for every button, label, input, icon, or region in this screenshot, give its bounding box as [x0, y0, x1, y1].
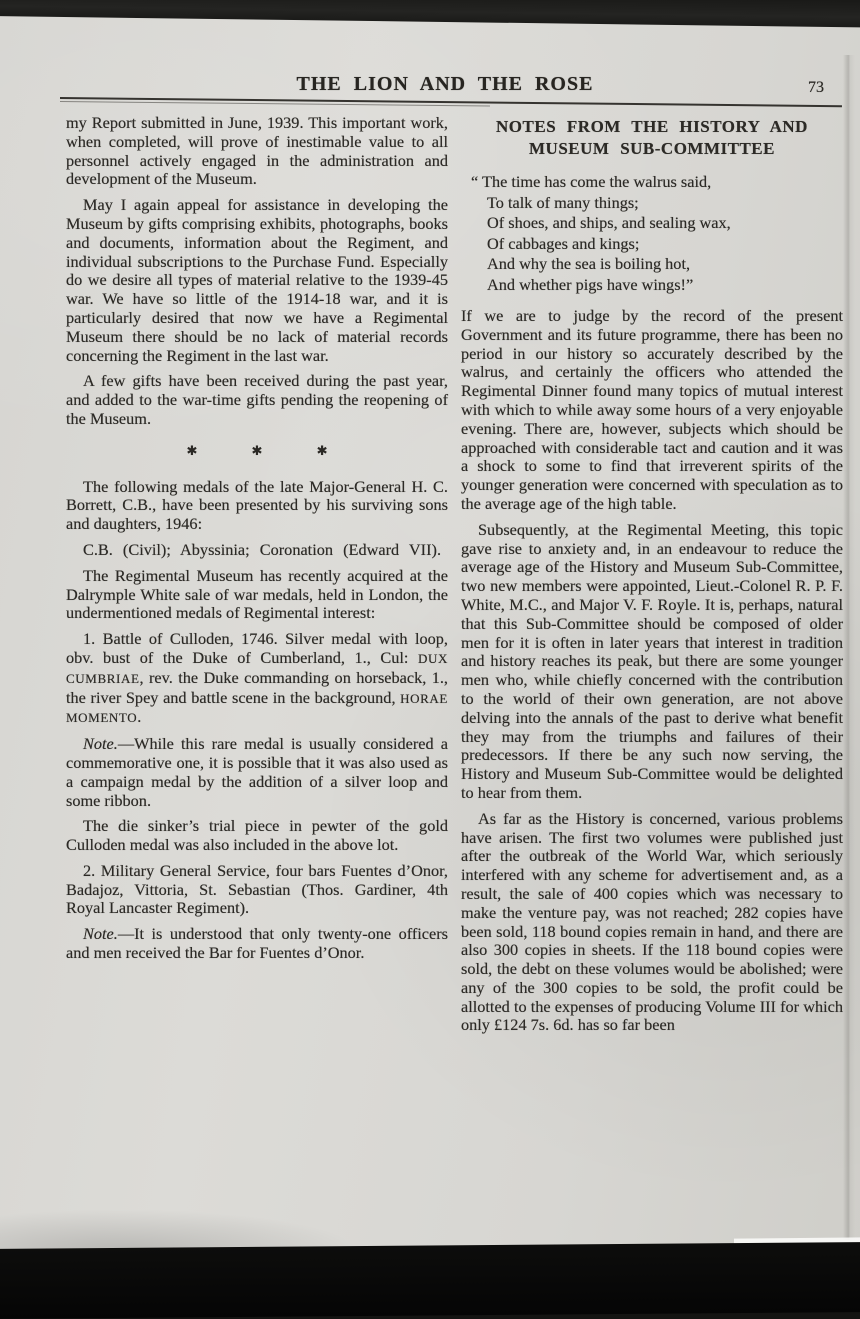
paragraph-report: my Report submitted in June, 1939. This important work, when completed, will prove of inestimable value to all personnel actively engaged in the administration and development of the Museum. — [66, 113, 448, 189]
note-1-label: Note. — [83, 734, 118, 754]
section-heading — [461, 116, 843, 160]
asterisk-divider: ✱ ✱ ✱ — [186, 443, 328, 459]
paragraph-appeal: May I again appeal for assistance in developing the Museum by gifts comprising exhibits, photographs, books and documents, information about the Regiment, and individual subscriptions to the Purchase Fund. Especially do we desire all types of material relative to the 1939-45 war. We have so little of the 1914-18 war, and it is particularly desired that now we have a Regimental Museum there should be no lack of material records concerning the Regiment in the last war. — [66, 195, 448, 365]
poem-line: And whether pigs have wings!” — [487, 274, 694, 294]
paragraph-gifts: A few gifts have been received during the past year, and added to the war-time gifts pending the reopening of the Museum. — [66, 371, 448, 428]
medal-1-inscription-reverse: HORAE MOMENTO — [66, 690, 448, 726]
section-heading-line-1: NOTES FROM THE HISTORY AND — [496, 117, 808, 136]
poem-line: And why the sea is boiling hot, — [487, 254, 691, 273]
poem-line: Of cabbages and kings; — [487, 233, 640, 253]
journal-title: THE LION AND THE ROSE — [296, 73, 594, 95]
paragraph-judge: If we are to judge by the record of the present Government and its future programme, there has been no period in our history so accurately described by the walrus, and certainly the officers who attended the Regimental Dinner found many topics of mutual interest with which to while away some hours of a very enjoyable evening. There are, however, subjects which should be approached with considerable tact and caution and it was a shock to some to find that irreverent spirits of the younger generation were concerned with speculation as to the average age of the high table. — [461, 306, 843, 513]
scan-black-edge-bottom — [0, 1242, 860, 1319]
poem-line: “ The time has come the walrus said, — [471, 172, 712, 191]
paragraph-medal-1-culloden — [66, 630, 448, 728]
paragraph-medal-list: C.B. (Civil); Abyssinia; Coronation (Edward VII). — [83, 539, 442, 559]
two-column-text — [66, 114, 844, 1042]
paragraph-subsequently: Subsequently, at the Regimental Meeting, this topic gave rise to anxiety and, in an endeavour to reduce the average age of the History and Museum Sub-Committee, two new members were appointed, Lieut.-Colonel R. P. F. White, M.C., and Major V. F. Royle. It is, perhaps, natural that this Sub-Committee should be composed of older men for it is often in later years that interest in tradition and history reaches its peak, but there are some younger men who, while chiefly concerned with the contribution to the world of their own generation, are not above delving into the annals of the past to derive what benefit they may from the triumphs and failures of their predecessors. If there be any such now serving, the History and Museum Sub-Committee would be delighted to hear from them. — [461, 519, 843, 802]
right-column — [461, 114, 843, 1042]
note-1-text: —While this rare medal is usually considered a commemorative one, it is possible that it was also used as a campaign medal by the addition of a silver loop and some ribbon. — [66, 734, 448, 810]
page-number: 73 — [808, 79, 824, 96]
medal-1-inscription-obverse: DUX CUMBRIAE — [66, 650, 448, 686]
paragraph-die-sinker: The die sinker’s trial piece in pewter of the gold Culloden medal was also included in the above lot. — [66, 816, 448, 855]
poem-line: To talk of many things; — [487, 192, 639, 212]
walrus-poem — [471, 172, 843, 295]
poem-line: Of shoes, and ships, and sealing wax, — [487, 213, 731, 232]
section-heading-line-2: MUSEUM SUB-COMMITTEE — [529, 139, 775, 158]
paragraph-note-2 — [66, 925, 448, 963]
medal-1-mid: , rev. the Duke commanding on horseback, 1., the river Spey and battle scene in the background, — [66, 667, 448, 707]
medal-1-lead: 1. Battle of Culloden, 1746. Silver medal with loop, obv. bust of the Duke of Cumberland, 1., Cul: — [66, 629, 448, 667]
left-column — [66, 114, 448, 1042]
paragraph-medal-2-mgs: 2. Military General Service, four bars Fuentes d’Onor, Badajoz, Vittoria, St. Sebastian (Thos. Gardiner, 4th Royal Lancaster Regiment). — [66, 860, 448, 918]
note-2-text: —It is understood that only twenty-one officers and men received the Bar for Fuentes d’Onor. — [66, 924, 448, 963]
paragraph-note-1 — [66, 735, 448, 810]
paragraph-medals-intro: The following medals of the late Major-General H. C. Borrett, C.B., have been presented by his surviving sons and daughters, 1946: — [66, 476, 448, 534]
paragraph-museum-acquired: The Regimental Museum has recently acquired at the Dalrymple White sale of war medals, held in London, the undermentioned medals of Regimental interest: — [66, 565, 448, 623]
page-edge-shadow — [843, 55, 855, 1240]
paragraph-history-volumes: As far as the History is concerned, various problems have arisen. The first two volumes were published just after the outbreak of the World War, which seriously interfered with any scheme for advertisement and, as a result, the sale of 400 copies which was necessary to make the venture pay, was not reached; 282 copies have been sold, 118 bound copies remain in hand, and there are also 300 copies in sheets. If the 118 bound copies were sold, the debt on these volumes would be abolished; were any of the 300 copies to be sold, the profit could be allotted to the expenses of producing Volume III for which only £124 7s. 6d. has so far been — [461, 808, 843, 1035]
medal-1-end: . — [137, 707, 142, 727]
note-2-label: Note. — [83, 924, 118, 944]
